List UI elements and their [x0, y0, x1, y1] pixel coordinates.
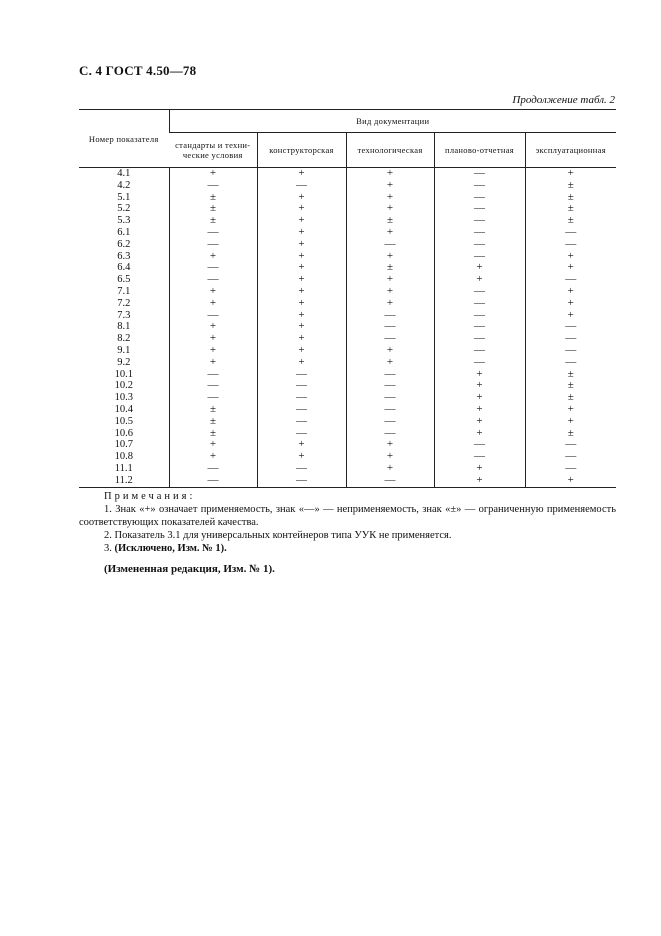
column-group-header: Вид документации: [169, 110, 616, 133]
amendment-note: (Измененная редакция, Изм. № 1).: [104, 563, 275, 575]
applicability-cell: —: [169, 274, 257, 286]
applicability-cell: —: [346, 310, 434, 322]
applicability-cell: +: [434, 463, 525, 475]
row-number-cell: 7.2: [117, 297, 131, 309]
applicability-cell: +: [257, 286, 346, 298]
row-number-cell: 10.7: [114, 439, 133, 451]
applicability-cell: —: [434, 180, 525, 192]
applicability-cell: +: [525, 251, 616, 263]
row-number-cell: 4.1: [117, 168, 131, 179]
applicability-cell: —: [257, 428, 346, 440]
applicability-cell: —: [169, 463, 257, 475]
applicability-cell: —: [346, 380, 434, 392]
table-row: [79, 310, 616, 322]
applicability-cell: —: [525, 345, 616, 357]
applicability-cell: +: [169, 439, 257, 451]
note-3: [79, 542, 616, 555]
table-row: [79, 380, 616, 392]
applicability-cell: +: [525, 168, 616, 180]
applicability-cell: —: [434, 333, 525, 345]
applicability-cell: —: [169, 392, 257, 404]
applicability-cell: +: [257, 203, 346, 215]
row-number-cell: 10.6: [114, 427, 133, 439]
applicability-cell: +: [169, 286, 257, 298]
table-row: [79, 262, 616, 274]
applicability-cell: ±: [525, 215, 616, 227]
applicability-cell: ±: [525, 428, 616, 440]
page-header: С. 4 ГОСТ 4.50—78: [79, 63, 197, 78]
applicability-cell: +: [257, 274, 346, 286]
applicability-cell: +: [346, 298, 434, 310]
applicability-cell: —: [434, 215, 525, 227]
applicability-cell: —: [434, 451, 525, 463]
row-number-cell: 6.1: [117, 226, 131, 238]
applicability-cell: —: [434, 168, 525, 180]
table-row: [79, 333, 616, 345]
applicability-cell: ±: [169, 203, 257, 215]
applicability-cell: +: [169, 168, 257, 180]
applicability-cell: +: [169, 451, 257, 463]
applicability-cell: —: [257, 463, 346, 475]
note-3-text: (Исключено, Изм. № 1).: [114, 543, 227, 554]
applicability-cell: +: [257, 227, 346, 239]
applicability-cell: +: [346, 345, 434, 357]
applicability-cell: ±: [346, 262, 434, 274]
row-number-cell: 7.1: [117, 285, 131, 297]
notes-section: [79, 490, 616, 555]
applicability-cell: —: [346, 428, 434, 440]
applicability-cell: —: [169, 380, 257, 392]
applicability-cell: +: [257, 251, 346, 263]
applicability-cell: —: [169, 227, 257, 239]
table-row: [79, 475, 616, 487]
row-number-cell: 11.1: [114, 462, 133, 474]
table-row: [79, 369, 616, 381]
applicability-cell: +: [346, 274, 434, 286]
applicability-cell: +: [346, 451, 434, 463]
table-row: [79, 345, 616, 357]
applicability-cell: —: [169, 310, 257, 322]
applicability-cell: —: [525, 463, 616, 475]
table-row: [79, 428, 616, 440]
applicability-cell: +: [346, 180, 434, 192]
applicability-cell: —: [257, 392, 346, 404]
applicability-cell: +: [434, 262, 525, 274]
row-number-cell: 10.3: [114, 392, 133, 404]
table-row: [79, 168, 616, 180]
table-row: [79, 439, 616, 451]
applicability-cell: +: [346, 286, 434, 298]
applicability-cell: —: [257, 180, 346, 192]
applicability-cell: —: [434, 227, 525, 239]
column-header-planning: планово-отчетная: [434, 133, 525, 168]
row-number-cell: 9.2: [117, 356, 131, 368]
applicability-cell: —: [434, 310, 525, 322]
applicability-cell: +: [434, 428, 525, 440]
table-row: [79, 274, 616, 286]
applicability-cell: +: [346, 439, 434, 451]
applicability-cell: ±: [169, 215, 257, 227]
row-number-cell: 6.3: [117, 250, 131, 262]
applicability-cell: ±: [346, 215, 434, 227]
note-2: 2. Показатель 3.1 для универсальных контейнеров типа УУК не применяется.: [104, 530, 452, 541]
table-continuation-label: Продолжение табл. 2: [512, 94, 615, 106]
applicability-cell: +: [169, 357, 257, 369]
applicability-cell: —: [434, 439, 525, 451]
note-3-number: 3.: [104, 543, 112, 554]
applicability-cell: —: [434, 239, 525, 251]
row-number-cell: 8.2: [117, 333, 131, 345]
applicability-cell: —: [257, 404, 346, 416]
applicability-cell: —: [525, 357, 616, 369]
table-row: [79, 251, 616, 263]
table-row: [79, 239, 616, 251]
table-row: [79, 416, 616, 428]
applicability-cell: —: [434, 192, 525, 204]
applicability-cell: ±: [169, 416, 257, 428]
applicability-cell: —: [346, 475, 434, 487]
applicability-cell: +: [257, 192, 346, 204]
applicability-cell: +: [525, 416, 616, 428]
applicability-cell: —: [346, 239, 434, 251]
applicability-cell: ±: [525, 380, 616, 392]
applicability-cell: +: [257, 321, 346, 333]
applicability-cell: —: [346, 333, 434, 345]
row-number-cell: 5.3: [117, 215, 131, 227]
applicability-cell: +: [257, 262, 346, 274]
applicability-cell: —: [169, 369, 257, 381]
applicability-cell: —: [525, 239, 616, 251]
row-number-cell: 9.1: [117, 344, 131, 356]
applicability-cell: —: [169, 262, 257, 274]
applicability-cell: +: [346, 192, 434, 204]
row-number-cell: 10.8: [114, 451, 133, 463]
applicability-cell: —: [346, 404, 434, 416]
applicability-cell: +: [257, 357, 346, 369]
applicability-cell: +: [257, 333, 346, 345]
applicability-cell: +: [525, 298, 616, 310]
applicability-cell: —: [434, 203, 525, 215]
applicability-cell: —: [169, 475, 257, 487]
applicability-cell: —: [434, 357, 525, 369]
row-number-cell: 5.1: [117, 191, 131, 203]
applicability-cell: +: [169, 298, 257, 310]
applicability-cell: ±: [525, 180, 616, 192]
table-row: [79, 286, 616, 298]
applicability-cell: —: [169, 239, 257, 251]
column-header-design: конструкторская: [257, 133, 346, 168]
applicability-cell: ±: [169, 428, 257, 440]
applicability-cell: ±: [169, 192, 257, 204]
applicability-cell: +: [257, 310, 346, 322]
table-row: [79, 203, 616, 215]
applicability-cell: —: [434, 345, 525, 357]
applicability-cell: +: [346, 463, 434, 475]
column-header-operational: эксплуатационная: [525, 133, 616, 168]
applicability-cell: +: [434, 380, 525, 392]
applicability-cell: +: [257, 298, 346, 310]
row-number-cell: 10.2: [114, 380, 133, 392]
applicability-cell: +: [169, 321, 257, 333]
applicability-cell: +: [434, 404, 525, 416]
applicability-cell: —: [434, 298, 525, 310]
row-number-cell: 10.5: [114, 415, 133, 427]
applicability-cell: —: [169, 180, 257, 192]
applicability-cell: —: [525, 451, 616, 463]
table-row: [79, 298, 616, 310]
applicability-cell: —: [525, 333, 616, 345]
applicability-cell: —: [346, 321, 434, 333]
applicability-cell: +: [169, 345, 257, 357]
applicability-cell: +: [257, 215, 346, 227]
row-number-cell: 6.5: [117, 274, 131, 286]
applicability-cell: +: [257, 345, 346, 357]
applicability-cell: ±: [525, 203, 616, 215]
notes-title: Примечания:: [104, 491, 196, 502]
applicability-cell: +: [257, 168, 346, 180]
column-header-number: Номер показателя: [79, 110, 169, 168]
row-number-cell: 7.3: [117, 309, 131, 321]
applicability-cell: +: [525, 262, 616, 274]
applicability-cell: +: [434, 416, 525, 428]
applicability-cell: —: [525, 227, 616, 239]
row-number-cell: 8.1: [117, 321, 131, 333]
note-1: 1. Знак «+» означает применяемость, знак «—» — неприменяемость, знак «±» — ограниченную применяемость соответствующих показателей качества.: [79, 504, 616, 528]
table-row: [79, 392, 616, 404]
applicability-cell: +: [257, 439, 346, 451]
applicability-cell: —: [434, 321, 525, 333]
row-number-cell: 11.2: [79, 475, 169, 487]
column-header-technological: технологическая: [346, 133, 434, 168]
applicability-cell: —: [257, 369, 346, 381]
row-number-cell: 10.1: [114, 368, 133, 380]
row-number-cell: 5.2: [117, 203, 131, 215]
documentation-applicability-table: [79, 109, 616, 488]
applicability-cell: +: [257, 239, 346, 251]
applicability-cell: —: [257, 380, 346, 392]
column-header-standards: стандарты и техни-ческие условия: [169, 133, 257, 168]
applicability-cell: —: [434, 251, 525, 263]
applicability-cell: —: [257, 475, 346, 487]
applicability-cell: —: [434, 286, 525, 298]
applicability-cell: +: [525, 475, 616, 487]
applicability-cell: +: [257, 451, 346, 463]
applicability-cell: +: [346, 251, 434, 263]
row-number-cell: 10.4: [114, 403, 133, 415]
table-row: [79, 451, 616, 463]
table-row: [79, 192, 616, 204]
applicability-cell: +: [434, 475, 525, 487]
applicability-cell: —: [525, 321, 616, 333]
applicability-cell: +: [346, 227, 434, 239]
applicability-cell: +: [169, 333, 257, 345]
row-number-cell: 6.2: [117, 238, 131, 250]
applicability-cell: +: [434, 392, 525, 404]
table-row: [79, 357, 616, 369]
row-number-cell: 4.2: [117, 179, 131, 191]
applicability-cell: +: [434, 369, 525, 381]
table-row: [79, 321, 616, 333]
table-row: [79, 180, 616, 192]
applicability-cell: +: [346, 357, 434, 369]
applicability-cell: —: [346, 369, 434, 381]
applicability-cell: —: [525, 274, 616, 286]
applicability-cell: ±: [525, 369, 616, 381]
row-number-cell: 6.4: [117, 262, 131, 274]
table-row: [79, 463, 616, 475]
applicability-cell: —: [346, 392, 434, 404]
applicability-cell: ±: [525, 192, 616, 204]
applicability-cell: +: [525, 310, 616, 322]
table-row: [79, 404, 616, 416]
applicability-cell: —: [525, 439, 616, 451]
applicability-cell: +: [525, 286, 616, 298]
applicability-cell: ±: [169, 404, 257, 416]
applicability-cell: +: [169, 251, 257, 263]
applicability-cell: —: [257, 416, 346, 428]
table-row: [79, 215, 616, 227]
applicability-cell: +: [525, 404, 616, 416]
table-row: [79, 227, 616, 239]
applicability-cell: +: [346, 168, 434, 180]
applicability-cell: +: [434, 274, 525, 286]
applicability-cell: —: [346, 416, 434, 428]
applicability-cell: +: [346, 203, 434, 215]
applicability-cell: ±: [525, 392, 616, 404]
